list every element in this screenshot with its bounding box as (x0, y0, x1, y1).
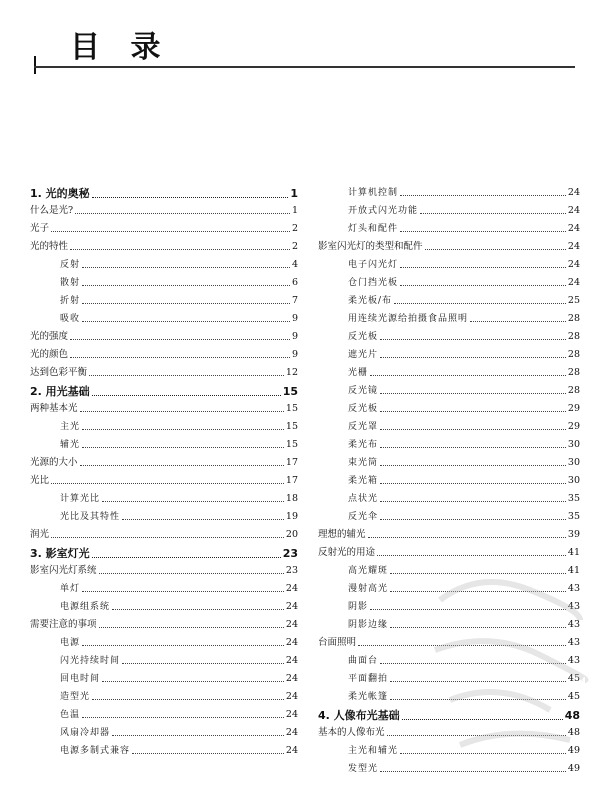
toc-entry (318, 673, 580, 685)
toc-entry-page: 30 (567, 457, 580, 468)
toc-entry-title: 阴影 (348, 602, 369, 612)
toc-entry-page: 24 (285, 745, 298, 756)
toc-column-left (30, 187, 298, 763)
toc-leader-dots (400, 195, 566, 196)
toc-entry (318, 745, 580, 757)
toc-entry-title: 反光罩 (348, 422, 379, 432)
toc-entry-page: 15 (282, 385, 298, 398)
header-horizontal-rule (34, 66, 575, 68)
toc-entry (30, 691, 298, 703)
toc-entry-title: 两种基本光 (30, 403, 78, 414)
toc-entry-title: 理想的辅光 (318, 529, 366, 540)
toc-leader-dots (380, 393, 566, 394)
toc-leader-dots (380, 771, 566, 772)
toc-entry-page: 9 (291, 313, 298, 324)
toc-leader-dots (80, 465, 284, 466)
toc-leader-dots (380, 411, 566, 412)
toc-entry-title: 散射 (60, 278, 81, 288)
toc-leader-dots (99, 573, 284, 574)
toc-entry-title: 光源的大小 (30, 457, 78, 468)
toc-entry (318, 475, 580, 487)
toc-entry-title: 计算机控制 (348, 188, 399, 198)
toc-entry-title: 阴影边缘 (348, 620, 389, 630)
toc-entry (318, 205, 580, 217)
toc-entry (30, 241, 298, 253)
toc-entry (318, 691, 580, 703)
toc-entry-page: 35 (567, 511, 580, 522)
toc-entry-page: 48 (564, 709, 580, 722)
toc-entry (318, 601, 580, 613)
toc-entry-page: 35 (567, 493, 580, 504)
toc-leader-dots (425, 249, 566, 250)
toc-entry-title: 光的特性 (30, 241, 69, 252)
toc-entry (30, 529, 298, 541)
toc-entry-title: 电子闪光灯 (348, 260, 399, 270)
toc-leader-dots (400, 285, 566, 286)
toc-entry-title: 单灯 (60, 584, 81, 594)
toc-leader-dots (82, 267, 290, 268)
toc-entry-title: 主光和辅光 (348, 746, 399, 756)
toc-entry-page: 24 (285, 691, 298, 702)
toc-entry-title: 点状光 (348, 494, 379, 504)
toc-entry-title: 漫射高光 (348, 584, 389, 594)
toc-entry-title: 柔光布 (348, 440, 379, 450)
toc-leader-dots (80, 411, 284, 412)
toc-entry-title: 仓门挡光板 (348, 278, 399, 288)
toc-entry (318, 493, 580, 505)
toc-entry-title: 台面照明 (318, 637, 357, 648)
toc-entry (318, 529, 580, 541)
toc-entry-page: 43 (567, 655, 580, 666)
header-vertical-rule (34, 56, 36, 74)
toc-entry-title: 束光筒 (348, 458, 379, 468)
toc-entry-title: 计算光比 (60, 494, 101, 504)
toc-entry (318, 511, 580, 523)
toc-leader-dots (82, 717, 284, 718)
toc-leader-dots (380, 447, 566, 448)
toc-entry (318, 457, 580, 469)
toc-leader-dots (99, 627, 284, 628)
toc-entry-title: 色温 (60, 710, 81, 720)
toc-entry-title: 风扇冷却器 (60, 728, 111, 738)
toc-entry-page: 24 (567, 241, 580, 252)
toc-entry-page: 24 (567, 223, 580, 234)
toc-entry-page: 43 (567, 583, 580, 594)
toc-entry-page: 45 (567, 691, 580, 702)
toc-entry (30, 493, 298, 505)
toc-entry-page: 43 (567, 601, 580, 612)
toc-entry-page: 23 (285, 565, 298, 576)
toc-entry-page: 28 (567, 331, 580, 342)
toc-entry-title: 达到色彩平衡 (30, 367, 88, 378)
toc-entry (30, 475, 298, 487)
toc-entry-page: 15 (285, 439, 298, 450)
toc-entry-page: 9 (291, 349, 298, 360)
toc-entry-title: 电源 (60, 638, 81, 648)
toc-leader-dots (400, 267, 566, 268)
toc-entry (318, 385, 580, 397)
toc-leader-dots (75, 213, 290, 214)
toc-leader-dots (92, 699, 284, 700)
toc-entry-page: 24 (285, 619, 298, 630)
toc-entry (318, 259, 580, 271)
toc-entry-page: 28 (567, 349, 580, 360)
toc-leader-dots (132, 753, 284, 754)
toc-entry (318, 313, 580, 325)
toc-entry (30, 349, 298, 361)
toc-entry (318, 547, 580, 559)
page-title: 目 录 (70, 30, 171, 65)
toc-entry-title: 反光镜 (348, 386, 379, 396)
toc-leader-dots (92, 197, 289, 198)
toc-entry-title: 1. 光的奥秘 (30, 187, 90, 200)
toc-entry-page: 29 (567, 403, 580, 414)
toc-entry (30, 673, 298, 685)
toc-entry (30, 295, 298, 307)
toc-entry (30, 421, 298, 433)
toc-entry (318, 655, 580, 667)
toc-entry-page: 28 (567, 385, 580, 396)
toc-entry-title: 基本的人像布光 (318, 727, 385, 738)
toc-entry-title: 2. 用光基础 (30, 385, 90, 398)
toc-entry-page: 49 (567, 745, 580, 756)
toc-entry-page: 25 (567, 295, 580, 306)
toc-entry (30, 439, 298, 451)
toc-leader-dots (358, 645, 566, 646)
toc-entry-page: 9 (291, 331, 298, 342)
toc-entry (318, 331, 580, 343)
toc-entry (318, 439, 580, 451)
toc-leader-dots (51, 537, 284, 538)
toc-leader-dots (380, 429, 566, 430)
toc-entry-title: 高光耀斑 (348, 566, 389, 576)
toc-entry-page: 24 (285, 709, 298, 720)
toc-entry-page: 15 (285, 421, 298, 432)
toc-entry-page: 20 (285, 529, 298, 540)
toc-leader-dots (112, 735, 284, 736)
toc-entry-page: 29 (567, 421, 580, 432)
toc-entry-page: 43 (567, 637, 580, 648)
toc-entry-page: 24 (285, 601, 298, 612)
toc-entry-title: 反光板 (348, 404, 379, 414)
toc-leader-dots (380, 663, 566, 664)
toc-entry-page: 1 (291, 205, 298, 216)
toc-entry-page: 24 (285, 637, 298, 648)
toc-leader-dots (82, 429, 284, 430)
toc-leader-dots (380, 465, 566, 466)
toc-entry-page: 12 (285, 367, 298, 378)
toc-entry-title: 反光板 (348, 332, 379, 342)
toc-entry-page: 48 (567, 727, 580, 738)
toc-entry-title: 回电时间 (60, 674, 101, 684)
toc-leader-dots (89, 375, 284, 376)
toc-entry (318, 349, 580, 361)
toc-entry-page: 24 (567, 187, 580, 198)
toc-entry (318, 223, 580, 235)
toc-entry-title: 柔光帐篷 (348, 692, 389, 702)
toc-leader-dots (377, 555, 566, 556)
toc-leader-dots (51, 483, 284, 484)
toc-entry-title: 光的强度 (30, 331, 69, 342)
toc-entry (318, 421, 580, 433)
toc-entry (30, 223, 298, 235)
toc-leader-dots (380, 357, 566, 358)
toc-entry-title: 开放式闪光功能 (348, 206, 419, 216)
toc-entry-page: 24 (567, 277, 580, 288)
toc-entry (30, 511, 298, 523)
toc-entry-title: 用连续光源给拍摄食品照明 (348, 314, 469, 324)
toc-leader-dots (82, 321, 290, 322)
toc-leader-dots (470, 321, 566, 322)
toc-leader-dots (368, 537, 566, 538)
toc-entry-title: 润光 (30, 529, 50, 540)
toc-entry-page: 24 (285, 673, 298, 684)
toc-entry-page: 18 (285, 493, 298, 504)
toc-leader-dots (390, 681, 566, 682)
toc-leader-dots (380, 483, 566, 484)
toc-entry-title: 影室闪光灯的类型和配件 (318, 241, 423, 252)
toc-entry (30, 367, 298, 379)
toc-entry-page: 28 (567, 367, 580, 378)
toc-entry-title: 什么是光? (30, 205, 74, 216)
toc-entry-title: 光子 (30, 223, 50, 234)
toc-entry-page: 6 (291, 277, 298, 288)
toc-entry-title: 反射光的用途 (318, 547, 376, 558)
toc-entry-page: 41 (567, 565, 580, 576)
toc-entry-title: 闪光持续时间 (60, 656, 121, 666)
toc-entry (318, 565, 580, 577)
toc-column-right (318, 187, 580, 781)
toc-leader-dots (112, 609, 284, 610)
toc-entry-page: 30 (567, 475, 580, 486)
toc-entry (30, 637, 298, 649)
toc-chapter-entry (30, 385, 298, 399)
toc-entry-title: 光栅 (348, 368, 369, 378)
toc-entry (30, 709, 298, 721)
toc-leader-dots (82, 447, 284, 448)
toc-entry-page: 45 (567, 673, 580, 684)
toc-entry (318, 727, 580, 739)
toc-leader-dots (82, 303, 290, 304)
toc-chapter-entry (30, 547, 298, 561)
toc-leader-dots (82, 591, 284, 592)
toc-entry-title: 光比及其特性 (60, 512, 121, 522)
toc-leader-dots (390, 573, 566, 574)
toc-entry-title: 曲面台 (348, 656, 379, 666)
toc-leader-dots (102, 681, 284, 682)
toc-entry (318, 367, 580, 379)
toc-leader-dots (380, 501, 566, 502)
toc-entry-page: 2 (291, 223, 298, 234)
toc-entry (30, 619, 298, 631)
toc-entry (318, 763, 580, 775)
toc-entry-title: 柔光板/布 (348, 296, 393, 306)
toc-entry-title: 光比 (30, 475, 50, 486)
toc-entry-title: 影室闪光灯系统 (30, 565, 97, 576)
toc-entry-page: 4 (291, 259, 298, 270)
toc-leader-dots (387, 735, 566, 736)
toc-entry-page: 7 (291, 295, 298, 306)
toc-leader-dots (92, 557, 281, 558)
toc-leader-dots (394, 303, 566, 304)
toc-entry (318, 403, 580, 415)
toc-entry-page: 24 (567, 205, 580, 216)
toc-leader-dots (380, 519, 566, 520)
toc-entry (318, 295, 580, 307)
toc-entry (30, 601, 298, 613)
toc-entry (318, 277, 580, 289)
toc-leader-dots (82, 285, 290, 286)
toc-entry-title: 吸收 (60, 314, 81, 324)
toc-entry-title: 电源多制式兼容 (60, 746, 131, 756)
toc-entry (318, 241, 580, 253)
toc-entry-page: 17 (285, 457, 298, 468)
toc-leader-dots (82, 645, 284, 646)
toc-entry-page: 19 (285, 511, 298, 522)
toc-entry-page: 39 (567, 529, 580, 540)
toc-leader-dots (92, 395, 281, 396)
toc-leader-dots (420, 213, 566, 214)
toc-entry-title: 灯头和配件 (348, 224, 399, 234)
toc-entry-page: 1 (290, 187, 298, 200)
toc-leader-dots (70, 339, 290, 340)
toc-entry-page: 30 (567, 439, 580, 450)
toc-entry-title: 遮光片 (348, 350, 379, 360)
toc-entry-title: 电源组系统 (60, 602, 111, 612)
toc-entry (30, 583, 298, 595)
toc-leader-dots (390, 591, 566, 592)
toc-entry (318, 619, 580, 631)
toc-entry (318, 583, 580, 595)
toc-leader-dots (70, 249, 290, 250)
toc-entry-page: 41 (567, 547, 580, 558)
toc-entry-title: 柔光箱 (348, 476, 379, 486)
toc-entry-title: 发型光 (348, 764, 379, 774)
toc-entry (30, 205, 298, 217)
toc-entry-title: 辅光 (60, 440, 81, 450)
toc-leader-dots (370, 609, 566, 610)
toc-entry-title: 光的颜色 (30, 349, 69, 360)
toc-entry-page: 43 (567, 619, 580, 630)
toc-entry (30, 655, 298, 667)
toc-entry-title: 4. 人像布光基础 (318, 709, 400, 722)
toc-entry (30, 277, 298, 289)
toc-leader-dots (390, 627, 566, 628)
toc-entry-page: 24 (285, 727, 298, 738)
toc-entry (30, 259, 298, 271)
toc-chapter-entry (318, 709, 580, 723)
toc-entry-title: 3. 影室灯光 (30, 547, 90, 560)
toc-entry (30, 313, 298, 325)
toc-entry-page: 24 (567, 259, 580, 270)
toc-entry-page: 24 (285, 655, 298, 666)
toc-leader-dots (402, 719, 563, 720)
toc-entry (30, 727, 298, 739)
toc-entry-title: 造型光 (60, 692, 91, 702)
toc-entry (30, 565, 298, 577)
toc-entry-page: 23 (282, 547, 298, 560)
toc-entry-page: 2 (291, 241, 298, 252)
toc-leader-dots (390, 699, 566, 700)
toc-leader-dots (51, 231, 290, 232)
toc-entry-title: 反光伞 (348, 512, 379, 522)
toc-entry-page: 17 (285, 475, 298, 486)
toc-entry-page: 49 (567, 763, 580, 774)
toc-leader-dots (70, 357, 290, 358)
toc-entry-title: 平面翻拍 (348, 674, 389, 684)
toc-leader-dots (122, 663, 284, 664)
toc-entry-title: 折射 (60, 296, 81, 306)
toc-entry-page: 15 (285, 403, 298, 414)
toc-entry-page: 24 (285, 583, 298, 594)
toc-leader-dots (400, 231, 566, 232)
toc-entry (318, 187, 580, 199)
toc-leader-dots (370, 375, 566, 376)
toc-entry (30, 457, 298, 469)
toc-entry-title: 反射 (60, 260, 81, 270)
toc-chapter-entry (30, 187, 298, 201)
toc-leader-dots (122, 519, 284, 520)
toc-entry (318, 637, 580, 649)
toc-entry-page: 28 (567, 313, 580, 324)
toc-leader-dots (380, 339, 566, 340)
toc-entry (30, 745, 298, 757)
toc-entry (30, 331, 298, 343)
toc-entry-title: 需要注意的事项 (30, 619, 97, 630)
toc-leader-dots (102, 501, 284, 502)
toc-entry-title: 主光 (60, 422, 81, 432)
toc-entry (30, 403, 298, 415)
toc-leader-dots (400, 753, 566, 754)
